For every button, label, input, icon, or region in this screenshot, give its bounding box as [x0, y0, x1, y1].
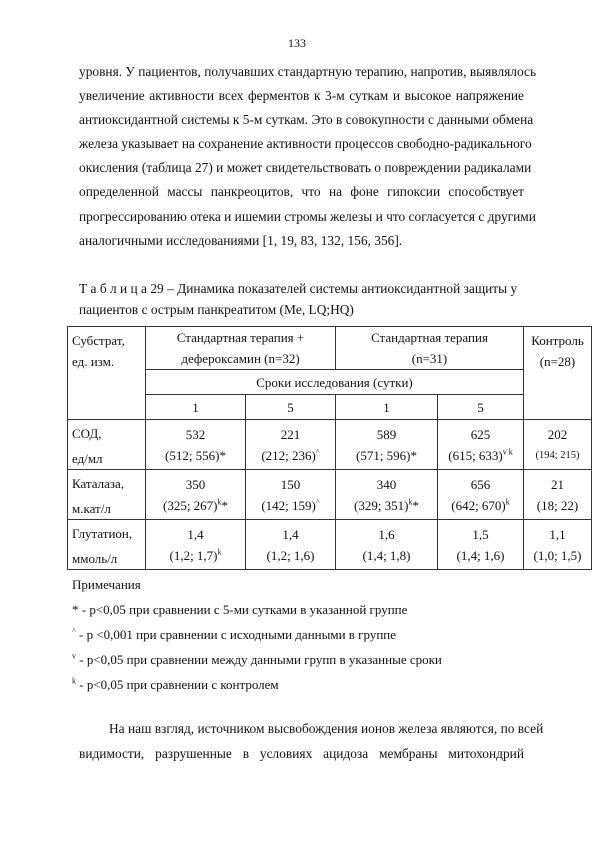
table-cell: 1,4 (1,2; 1,6) [246, 520, 336, 570]
table-cell: 340 (329; 351)$^k$* [336, 470, 438, 520]
table-cell: 1,1 (1,0; 1,5) [524, 520, 592, 570]
row-label: Каталаза, м.кат/л [68, 470, 146, 520]
table-cell: 221 (212; 236)^ [246, 420, 336, 470]
table-caption [79, 278, 549, 320]
text-line: окисления (таблица 27) и может свидетельствовать о повреждении радикалами [79, 160, 532, 176]
row-label: СОД, ед/мл [68, 420, 146, 470]
text-line: антиоксидантной системы к 5-м суткам. Это в совокупности с данными обмена [79, 112, 534, 128]
text-line: определенной массы панкреоцитов, что на фоне гипоксии способствует [79, 184, 524, 200]
note-item: * - р<0,05 при сравнении с 5-ми сутками в указанной группе [72, 602, 408, 617]
table-cell: 21 (18; 22) [524, 470, 592, 520]
table-cell: 150 (142; 159)^ [246, 470, 336, 520]
table-cell: 1,6 (1,4; 1,8) [336, 520, 438, 570]
caption-line: пациентов с острым панкреатитом (Me, LQ;HQ) [79, 302, 354, 317]
table-notes [72, 572, 442, 697]
header-day: 1 [336, 395, 438, 420]
note-item: ^ - р <0,001 при сравнении с исходными данными в группе [72, 626, 397, 642]
header-day: 5 [438, 395, 524, 420]
table-row [68, 420, 592, 470]
table-row [68, 520, 592, 570]
header-terms: Сроки исследования (сутки) [146, 370, 524, 395]
header-group-deferoxamine: Стандартная терапия + дефероксамин (n=32) [146, 327, 336, 370]
note-item: $^k$ - р<0,05 при сравнении с контролем [72, 676, 279, 692]
data-table [67, 326, 592, 570]
header-terms-row [68, 370, 592, 395]
notes-title: Примечания [72, 577, 141, 592]
table-cell: 1,5 (1,4; 1,6) [438, 520, 524, 570]
table-cell: 1,4 (1,2; 1,7)$^k$ [146, 520, 246, 570]
table-row [68, 470, 592, 520]
table-cell: 625 (615; 633)$^{v k}$ [438, 420, 524, 470]
text-line: На наш взгляд, источником высвобождения ионов железа являются, по всей [109, 721, 544, 736]
header-row [68, 327, 592, 370]
table-cell: 589 (571; 596)* [336, 420, 438, 470]
table-cell: 532 (512; 556)* [146, 420, 246, 470]
text-line: прогрессированию отека и ишемии стромы железы и что согласуется с другими [79, 208, 536, 224]
text-line: железа указывает на сохранение активности процессов свободно-радикального [79, 136, 532, 152]
text-line: уровня. У пациентов, получавших стандартную терапию, напротив, выявлялось [79, 64, 537, 79]
text-line: аналогичными исследованиями [1, 19, 83, 132, 156, 356]. [79, 232, 403, 248]
header-substrate: Субстрат, ед. изм. [68, 327, 146, 420]
table-cell: 656 (642; 670)$^k$ [438, 470, 524, 520]
paragraph-1 [79, 60, 537, 253]
table-cell: 350 (325; 267)$^k$* [146, 470, 246, 520]
header-day: 5 [246, 395, 336, 420]
header-days-row [68, 395, 592, 420]
header-group-standard: Стандартная терапия (n=31) [336, 327, 524, 370]
text-line: увеличение активности всех ферментов к 3-м суткам и высокое напряжение [79, 88, 524, 104]
header-control: Контроль (n=28) [524, 327, 592, 420]
table-cell: 202 (194; 215) [524, 420, 592, 470]
page-number: 133 [288, 36, 306, 50]
caption-line: Т а б л и ц а 29 – Динамика показателей системы антиоксидантной защиты у [79, 281, 518, 296]
row-label: Глутатион, ммоль/л [68, 520, 146, 570]
note-item: $^v$ - р<0,05 при сравнении между данными групп в указанные сроки [72, 651, 442, 667]
text-line: видимости, разрушенные в условиях ацидоза мембраны митохондрий [79, 746, 524, 761]
paragraph-2 [79, 716, 544, 766]
header-day: 1 [146, 395, 246, 420]
